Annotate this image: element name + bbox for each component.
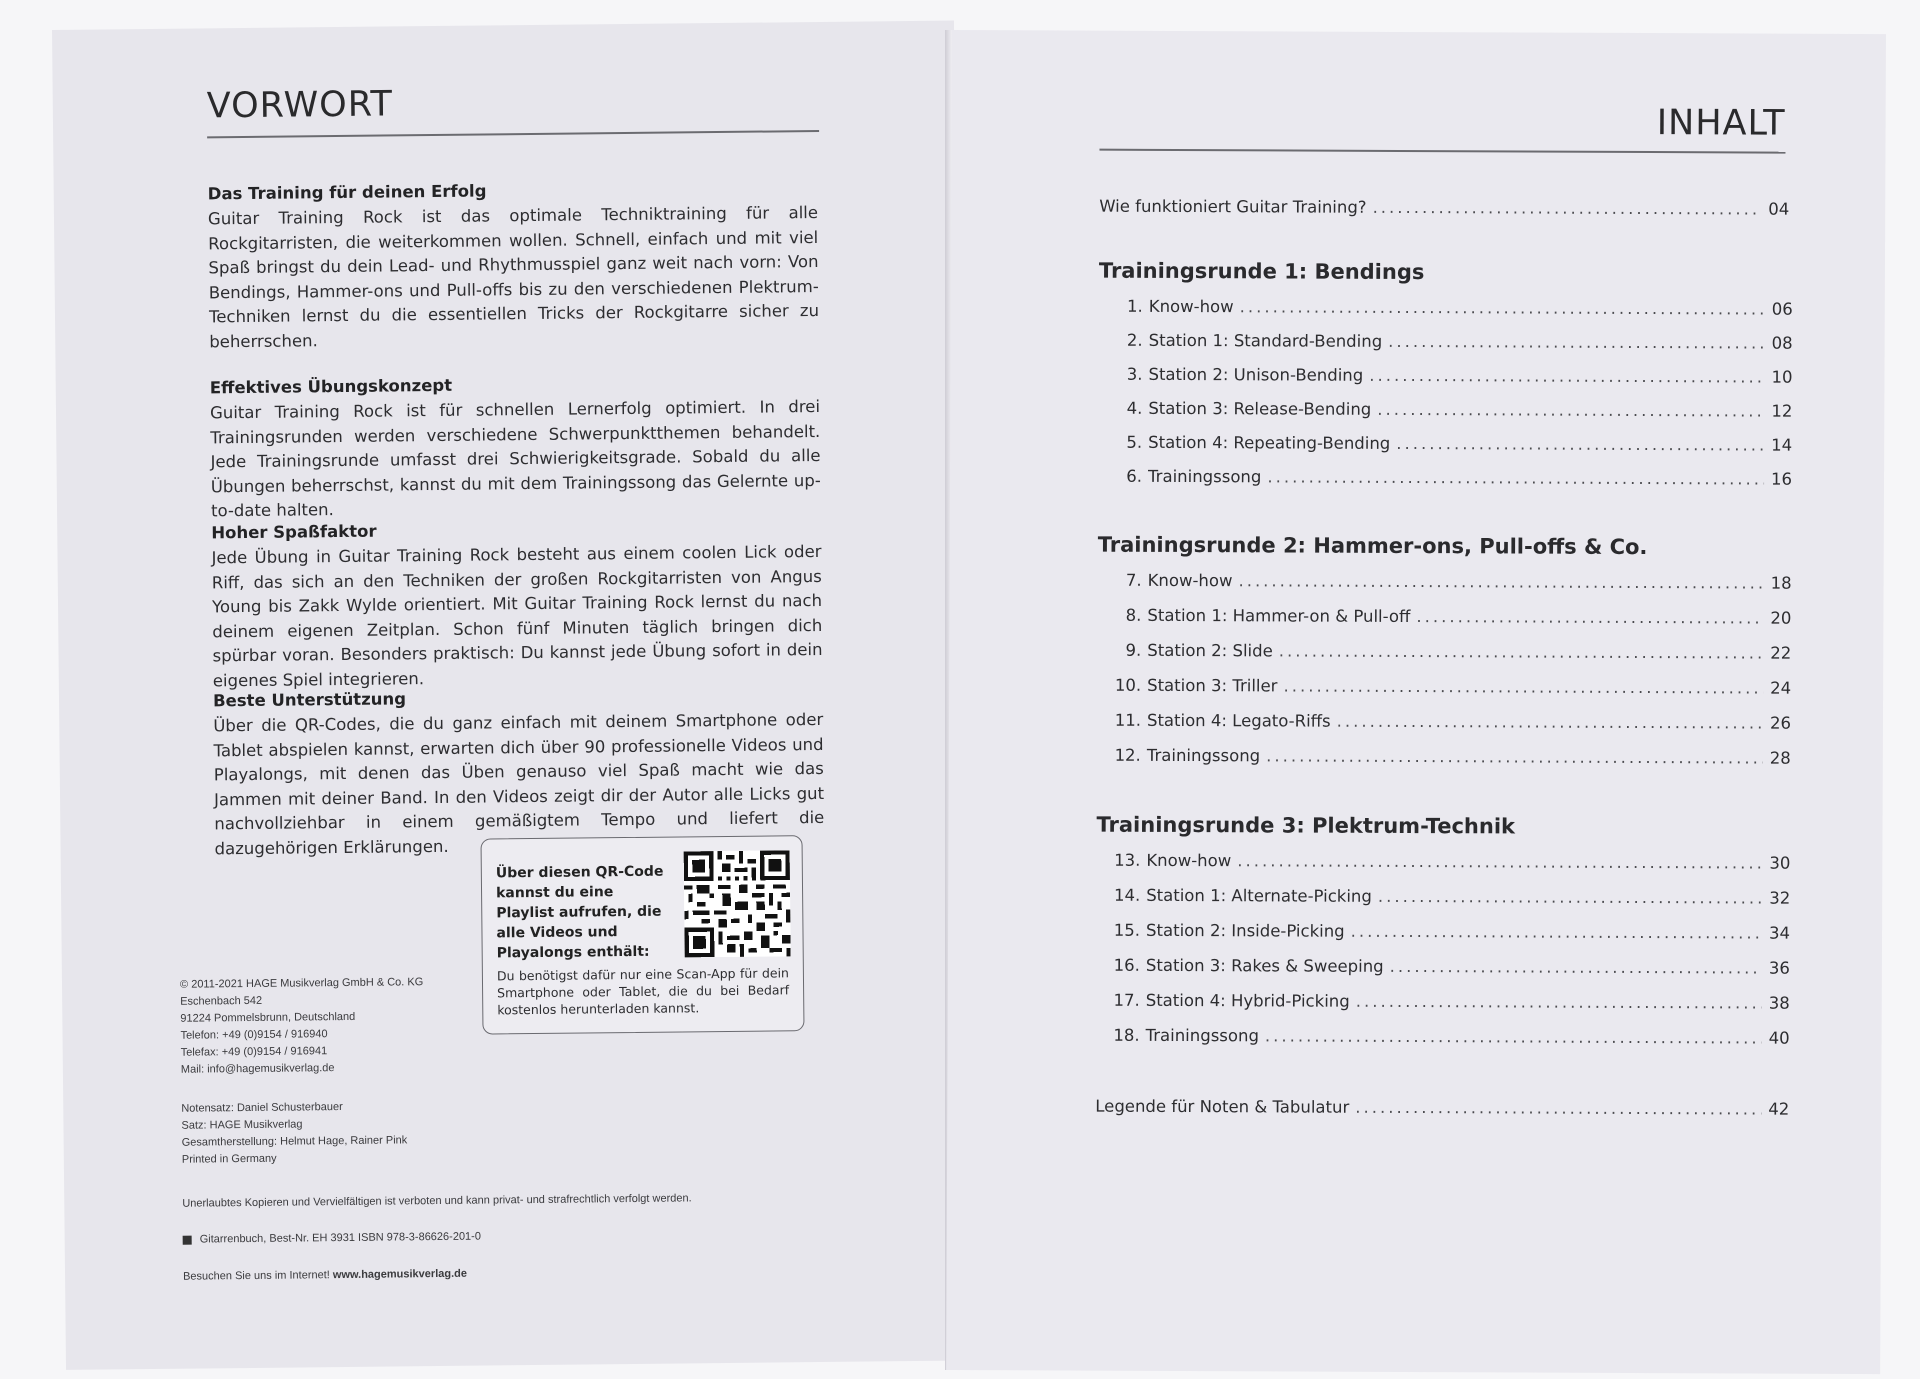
toc-page: 40 [1768,1028,1790,1048]
order-number: Gitarrenbuch, Best-Nr. EH 3931 ISBN 978-3-86626-201-0 [199,1230,481,1246]
toc-leader [1388,332,1765,353]
toc-label: Legende für Noten & Tabulatur [1095,1096,1350,1117]
toc-page: 30 [1769,853,1791,873]
toc-label: Wie funktioniert Guitar Training? [1099,196,1367,217]
toc-entry[interactable] [1114,365,1792,387]
imprint-legal: Unerlaubtes Kopieren und Vervielfältigen ist verboten und kann privat- und strafrechtlich verfolgt werden. [182,1192,692,1210]
toc-entry[interactable] [1112,991,1790,1013]
toc-label: Station 2: Inside-Picking [1146,920,1345,941]
toc-label: Station 3: Release-Bending [1148,398,1372,419]
toc-entry[interactable] [1115,331,1793,353]
round-3-title: Trainingsrunde 3: Plektrum-Technik [1096,812,1516,839]
toc-num: 6. [1126,466,1143,486]
toc-page: 26 [1769,713,1792,733]
toc-entry[interactable] [1112,956,1790,978]
toc-leader [1390,957,1762,978]
toc-entry[interactable] [1114,433,1792,455]
section-erfolg [208,178,820,354]
toc-label: Station 4: Legato-Riffs [1146,710,1331,731]
toc-label: Station 3: Rakes & Sweeping [1145,955,1384,976]
round-2-title: Trainingsrunde 2: Hammer-ons, Pull-offs & Co. [1097,532,1648,560]
toc-label: Station 2: Unison-Bending [1148,364,1364,385]
toc-entry-legend[interactable] [1095,1097,1789,1119]
toc-num: 4. [1126,398,1143,418]
imprint-credits [181,1098,407,1168]
toc-num: 11. [1114,710,1142,730]
toc-leader [1265,1026,1762,1047]
toc-num: 16. [1113,955,1140,975]
toc-leader [1377,400,1764,421]
toc-num: 2. [1126,330,1143,350]
toc-num: 7. [1125,570,1142,590]
toc-leader [1266,746,1763,767]
toc-page: 06 [1771,299,1793,319]
toc-num: 12. [1114,745,1141,765]
toc-page: 36 [1768,958,1790,978]
section-text: Jede Übung in Guitar Training Rock besteht aus einem coolen Lick oder Riff, das sich an den Techniken der großen Rockgitarristen von Angus Young bis Zakk Wylde orientiert. Mit Guitar Training Rock lernst du nach deinem eigenen Zeitplan. Schon fünf Minuten täglich bringen dich spürbar voran. Besonders praktisch: Du kannst jede Übung sofort in dein eigenes Spiel integrieren. [211,541,823,690]
imprint-line: Eschenbach 542 [180,994,263,1008]
imprint-line: Telefax: +49 (0)9154 / 916941 [180,1045,328,1059]
left-page [52,21,968,1370]
qr-instruction-text: Über diesen QR-Code kannst du eine Playlist aufrufen, die alle Videos und Playalongs enthält: [495,863,664,962]
section-text: Guitar Training Rock ist das optimale Techniktraining für alle Rockgitarristen, die weiterkommen wollen. Schnell, einfach und mit viel Spaß bringst du dein Lead- und Rhythmusspiel ganz weit nach vorn: Von Bendings, Hammer-ons und Pull-offs bis zu den verschiedenen Plektrum-Techniken lernst du die essentiellen Tricks der Rockgitarre sicher zu beherrschen. [207,202,820,351]
section-heading: Effektives Übungskonzept [209,375,453,398]
toc-num: 3. [1126,364,1143,384]
bullet-square-icon [183,1235,192,1244]
toc-entry[interactable] [1113,606,1791,628]
toc-leader [1416,607,1763,628]
page-title-inhalt: INHALT [1656,103,1786,144]
imprint-order [183,1229,481,1249]
toc-leader [1267,467,1764,488]
toc-num: 5. [1126,432,1143,452]
toc-entry[interactable] [1112,886,1790,908]
website-link[interactable]: www.hagemusikverlag.de [332,1267,468,1282]
section-uebungskonzept [210,372,821,524]
toc-entry[interactable] [1113,711,1791,733]
toc-page: 20 [1770,608,1792,628]
toc-entry[interactable] [1114,467,1792,489]
toc-entry-intro[interactable] [1099,197,1789,219]
toc-label: Station 1: Standard-Bending [1148,330,1383,351]
imprint-line: Mail: info@hagemusikverlag.de [180,1062,335,1076]
toc-page: 18 [1770,573,1792,593]
section-text: Guitar Training Rock ist für schnellen Lernerfolg optimiert. In drei Trainingsrunden werden verschiedene Schwerpunktthemen behandelt. Jede Trainingsrunde umfasst drei Schwierigkeitsgrade. Sobald du alle Übungen beherrschst, kannst du mit dem Trainingssong das Gelernte up-to-date halten. [209,396,821,521]
round-1-title: Trainingsrunde 1: Bendings [1098,258,1425,285]
toc-entry[interactable] [1114,571,1792,593]
toc-entry[interactable] [1112,851,1790,873]
toc-label: Station 2: Slide [1147,640,1273,661]
toc-entry[interactable] [1115,297,1793,319]
toc-page: 16 [1771,469,1793,489]
toc-label: Station 1: Alternate-Picking [1146,885,1372,906]
toc-num: 8. [1125,605,1142,625]
qr-code-icon[interactable] [684,850,791,957]
toc-label: Station 4: Repeating-Bending [1148,432,1391,453]
toc-num: 15. [1113,920,1141,940]
section-heading: Das Training für deinen Erfolg [207,181,487,204]
toc-page: 32 [1769,888,1791,908]
toc-page: 08 [1771,333,1793,353]
credit-line: Printed in Germany [181,1152,277,1166]
title-rule [1099,149,1785,154]
toc-page: 38 [1768,993,1790,1013]
toc-leader [1240,297,1765,318]
toc-num: 18. [1113,1025,1140,1045]
imprint-website [183,1266,467,1286]
toc-page: 34 [1769,923,1791,943]
toc-leader [1237,851,1762,872]
toc-leader [1337,712,1763,733]
credit-line: Notensatz: Daniel Schusterbauer [181,1101,343,1115]
toc-num: 14. [1113,885,1141,905]
toc-num: 13. [1114,850,1141,870]
toc-label: Trainingssong [1145,1025,1259,1046]
toc-num: 17. [1113,990,1140,1010]
toc-leader [1283,676,1763,697]
toc-entry[interactable] [1112,1026,1790,1048]
right-page [946,30,1886,1374]
toc-leader [1396,434,1764,455]
credit-line: Satz: HAGE Musikverlag [181,1118,303,1132]
imprint-line: Telefon: +49 (0)9154 / 916940 [180,1028,328,1042]
toc-page: 22 [1770,643,1792,663]
toc-num: 1. [1127,296,1143,316]
toc-leader [1378,887,1762,908]
imprint-line: © 2011-2021 HAGE Musikverlag GmbH & Co. KG [179,976,424,991]
visit-text: Besuchen Sie uns im Internet! [182,1269,330,1283]
section-spassfaktor [211,517,823,693]
toc-label: Trainingssong [1146,745,1261,766]
qr-code-box [480,835,804,1034]
toc-leader [1351,922,1762,943]
toc-label: Station 3: Triller [1147,675,1278,696]
imprint-address [180,974,424,1079]
toc-leader [1355,1098,1761,1119]
page-title-vorwort: VORWORT [206,84,394,127]
toc-leader [1238,571,1763,592]
section-unterstuetzung [213,685,825,861]
toc-label: Know-how [1146,850,1232,871]
title-rule [207,130,819,138]
toc-entry[interactable] [1113,746,1791,768]
toc-page: 24 [1770,678,1792,698]
toc-leader [1356,992,1762,1013]
toc-entry[interactable] [1113,676,1791,698]
toc-page: 10 [1771,367,1793,387]
toc-entry[interactable] [1112,921,1790,943]
toc-page: 12 [1771,401,1793,421]
toc-num: 9. [1125,640,1142,660]
section-heading: Hoher Spaßfaktor [211,521,377,543]
toc-page: 04 [1768,199,1790,219]
toc-page: 14 [1771,435,1793,455]
toc-entry[interactable] [1114,399,1792,421]
section-heading: Beste Unterstützung [212,689,407,711]
toc-label: Station 1: Hammer-on & Pull-off [1147,605,1411,627]
toc-label: Trainingssong [1148,466,1262,487]
toc-label: Station 4: Hybrid-Picking [1145,990,1350,1011]
qr-note-text: Du benötigst dafür nur eine Scan-App für dein Smartphone oder Tablet, die du bei Bedarf kostenlos herunterladen kannst. [496,965,790,1018]
toc-entry[interactable] [1113,641,1791,663]
toc-page: 42 [1768,1099,1790,1119]
toc-num: 10. [1114,675,1142,695]
toc-label: Know-how [1148,296,1234,317]
toc-leader [1279,641,1764,662]
toc-page: 28 [1769,748,1791,768]
section-text: Über die QR-Codes, die du ganz einfach mit deinem Smartphone oder Tablet abspielen kannst, erwarten dich über 90 professionelle Videos und Playalongs, mit denen das Üben genauso viel Spaß macht wie das Jammen mit deiner Band. In den Videos zeigt dir der Autor alle Licks gut nachvollziehbar in einem gemäßigtem Tempo und liefert die dazugehörigen Erklärungen. [213,709,825,858]
toc-label: Know-how [1147,570,1233,591]
credit-line: Gesamtherstellung: Helmut Hage, Rainer Pink [181,1134,408,1149]
toc-leader [1369,366,1764,387]
toc-leader [1373,198,1762,219]
imprint-line: 91224 Pommelsbrunn, Deutschland [180,1010,356,1025]
